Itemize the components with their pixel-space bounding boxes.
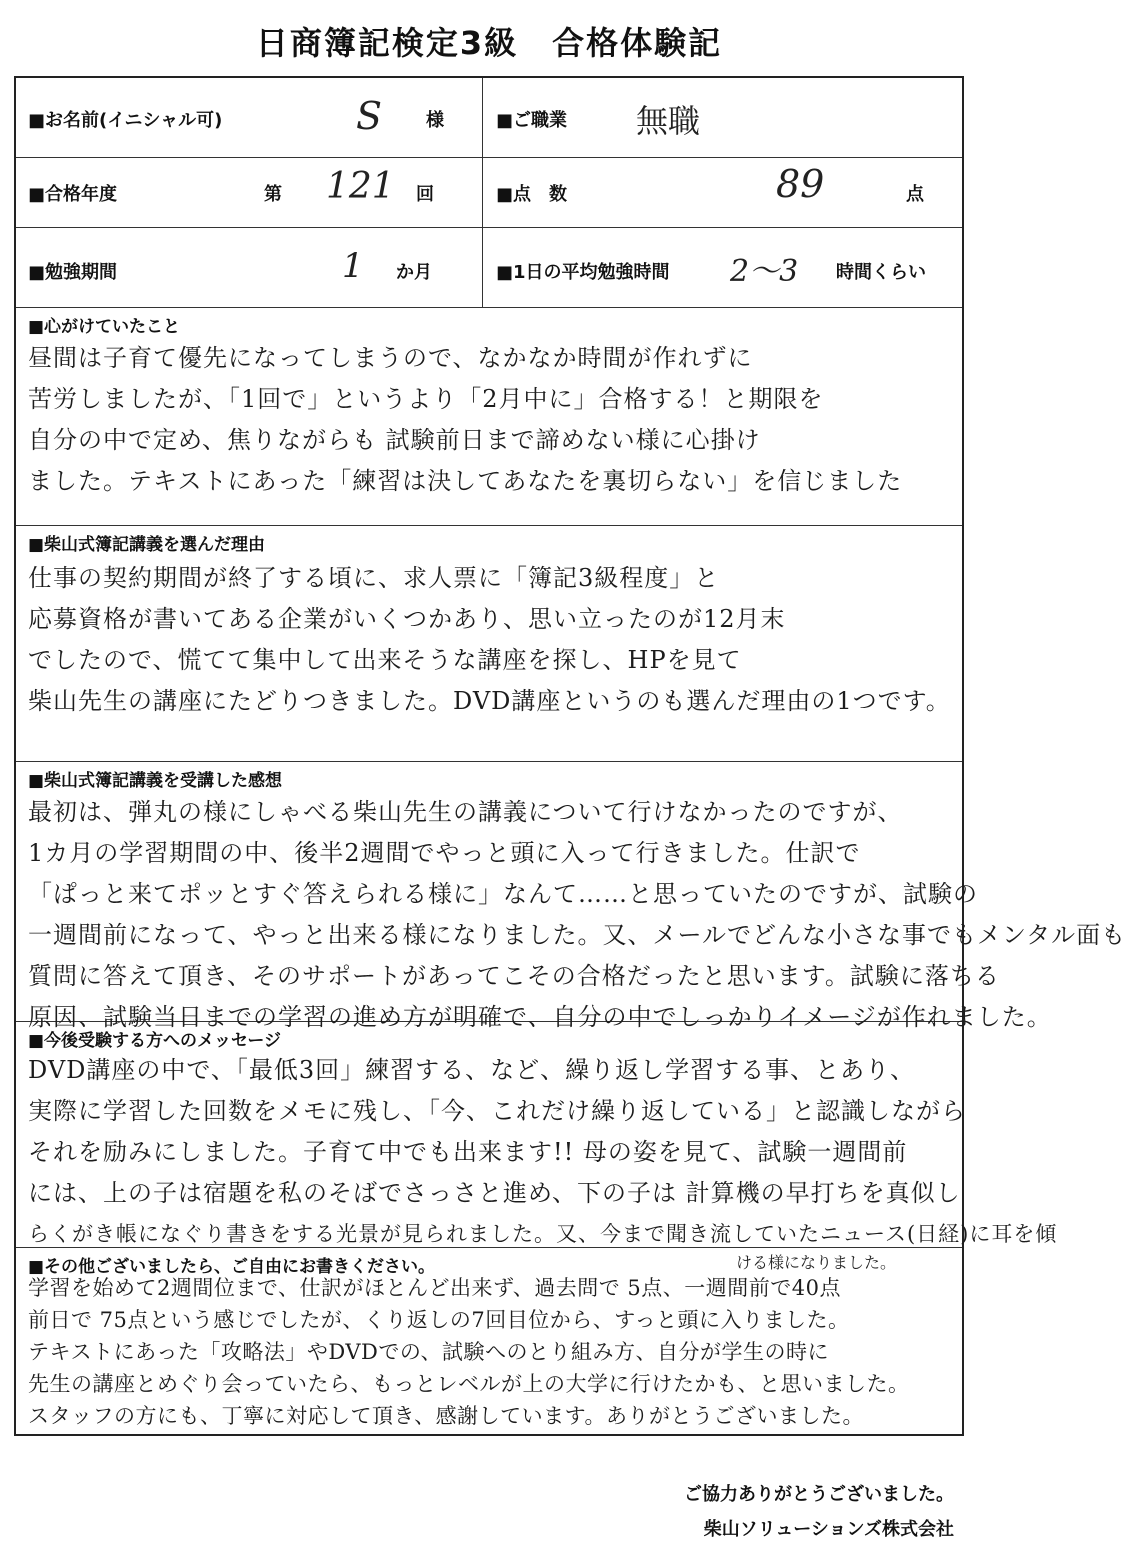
message-line: それを励みにしました。子育て中でも出来ます!! 母の姿を見て、試験一週間前 [28,1138,908,1166]
section-message [16,1022,1058,1248]
reason-line: 応募資格が書いてある企業がいくつかあり、思い立ったのが12月末 [28,605,786,633]
score-label: ■点 数 [496,184,568,205]
name-suffix: 様 [426,110,444,131]
mindset-heading: ■心がけていたこと [28,317,181,337]
message-text [28,1050,1058,1255]
reason-heading: ■柴山式簿記講義を選んだ理由 [28,535,266,555]
row-year-score [16,158,962,228]
column-divider [482,158,483,227]
impression-line: 「ぱっと来てポッとすぐ答えられる様に」なんて……と思っていたのですが、試験の [28,880,978,908]
survey-form [14,76,1126,1436]
mindset-line: ました。テキストにあった「練習は決してあなたを裏切らない」を信じました [28,467,903,495]
mindset-line: 自分の中で定め、焦りながらも 試験前日まで諦めない様に心掛け [28,426,761,454]
name-label: ■お名前(イニシャル可) [28,110,223,131]
other-line: テキストにあった「攻略法」やDVDでの、試験へのとり組み方、自分が学生の時に [28,1340,829,1364]
impression-line: 1カ月の学習期間の中、後半2週間でやっと頭に入って行きました。仕訳で [28,839,861,867]
message-line: らくがき帳になぐり書きをする光景が見られました。又、今まで聞き流していたニュース(日経)に耳を傾 [28,1222,1058,1246]
score-value: 89 [776,162,825,206]
message-line: DVD講座の中で、「最低3回」練習する、など、繰り返し学習する事、とあり、 [28,1056,916,1084]
reason-line: でしたので、慌てて集中して出来そうな講座を探し、HPを見て [28,646,742,674]
footer-thanks: ご協力ありがとうございました。 [684,1484,954,1505]
row-name-job [16,78,962,158]
period-value: 1 [342,246,364,286]
page-title: 日商簿記検定3級 合格体験記 [255,24,723,62]
name-value: S [356,94,383,138]
mindset-text [28,338,954,502]
section-reason [16,526,962,762]
reason-line: 仕事の契約期間が終了する頃に、求人票に「簿記3級程度」と [28,564,720,592]
year-suffix: 回 [416,184,434,205]
job-value: 無職 [636,102,701,140]
other-line: 前日で 75点という感じでしたが、くり返しの7回目位から、すっと頭に入りました。 [28,1308,850,1332]
impression-line: 最初は、弾丸の様にしゃべる柴山先生の講義について行けなかったのですが、 [28,798,903,826]
other-text [28,1272,954,1432]
impression-text [28,792,1126,1038]
column-divider [482,228,483,307]
message-line: には、上の子は宿題を私のそばでさっさと進め、下の子は 計算機の早打ちを真似し [28,1179,961,1207]
mindset-line: 苦労しましたが、「1回で」というより「2月中に」合格する！と期限を [28,385,824,413]
reason-text [28,558,954,722]
message-overflow: ける様になりました。 [736,1253,897,1272]
row-period-daily [16,228,962,308]
other-line: スタッフの方にも、丁寧に対応して頂き、感謝しています。ありがとうございました。 [28,1404,864,1428]
column-divider [482,78,483,157]
section-other [16,1248,962,1434]
period-label: ■勉強期間 [28,262,118,283]
year-value: 121 [326,166,395,207]
section-impression [16,762,1126,1031]
daily-suffix: 時間くらい [836,262,926,283]
other-line: 学習を始めて2週間位まで、仕訳がほとんど出来ず、過去問で 5点、一週間前で40点 [28,1276,842,1300]
score-suffix: 点 [906,184,924,205]
other-line: 先生の講座とめぐり会っていたら、もっとレベルが上の大学に行けたかも、と思いました。 [28,1372,910,1396]
mindset-line: 昼間は子育て優先になってしまうので、なかなか時間が作れずに [28,344,753,372]
other-heading: ■その他ございましたら、ご自由にお書きください。 [28,1257,436,1277]
message-line: 実際に学習した回数をメモに残し、「今、これだけ繰り返している」と認識しながら [28,1097,966,1125]
year-prefix: 第 [264,184,282,205]
impression-line: 一週間前になって、やっと出来る様になりました。又、メールでどんな小さな事でもメンタル面も [28,921,1126,949]
period-suffix: か月 [396,262,432,283]
footer-company: 柴山ソリューションズ株式会社 [703,1519,954,1540]
job-label: ■ご職業 [496,110,568,131]
impression-line: 原因、試験当日までの学習の進め方が明確で、自分の中でしっかりイメージが作れました。 [28,1003,1052,1031]
message-heading: ■今後受験する方へのメッセージ [28,1031,282,1051]
section-mindset [16,308,962,526]
daily-value: 2〜3 [730,254,799,289]
reason-line: 柴山先生の講座にたどりつきました。DVD講座というのも選んだ理由の1つです。 [28,687,951,715]
impression-line: 質問に答えて頂き、そのサポートがあってこその合格だったと思います。試験に落ちる [28,962,1000,990]
daily-label: ■1日の平均勉強時間 [496,262,670,283]
year-label: ■合格年度 [28,184,118,205]
impression-heading: ■柴山式簿記講義を受講した感想 [28,771,283,791]
